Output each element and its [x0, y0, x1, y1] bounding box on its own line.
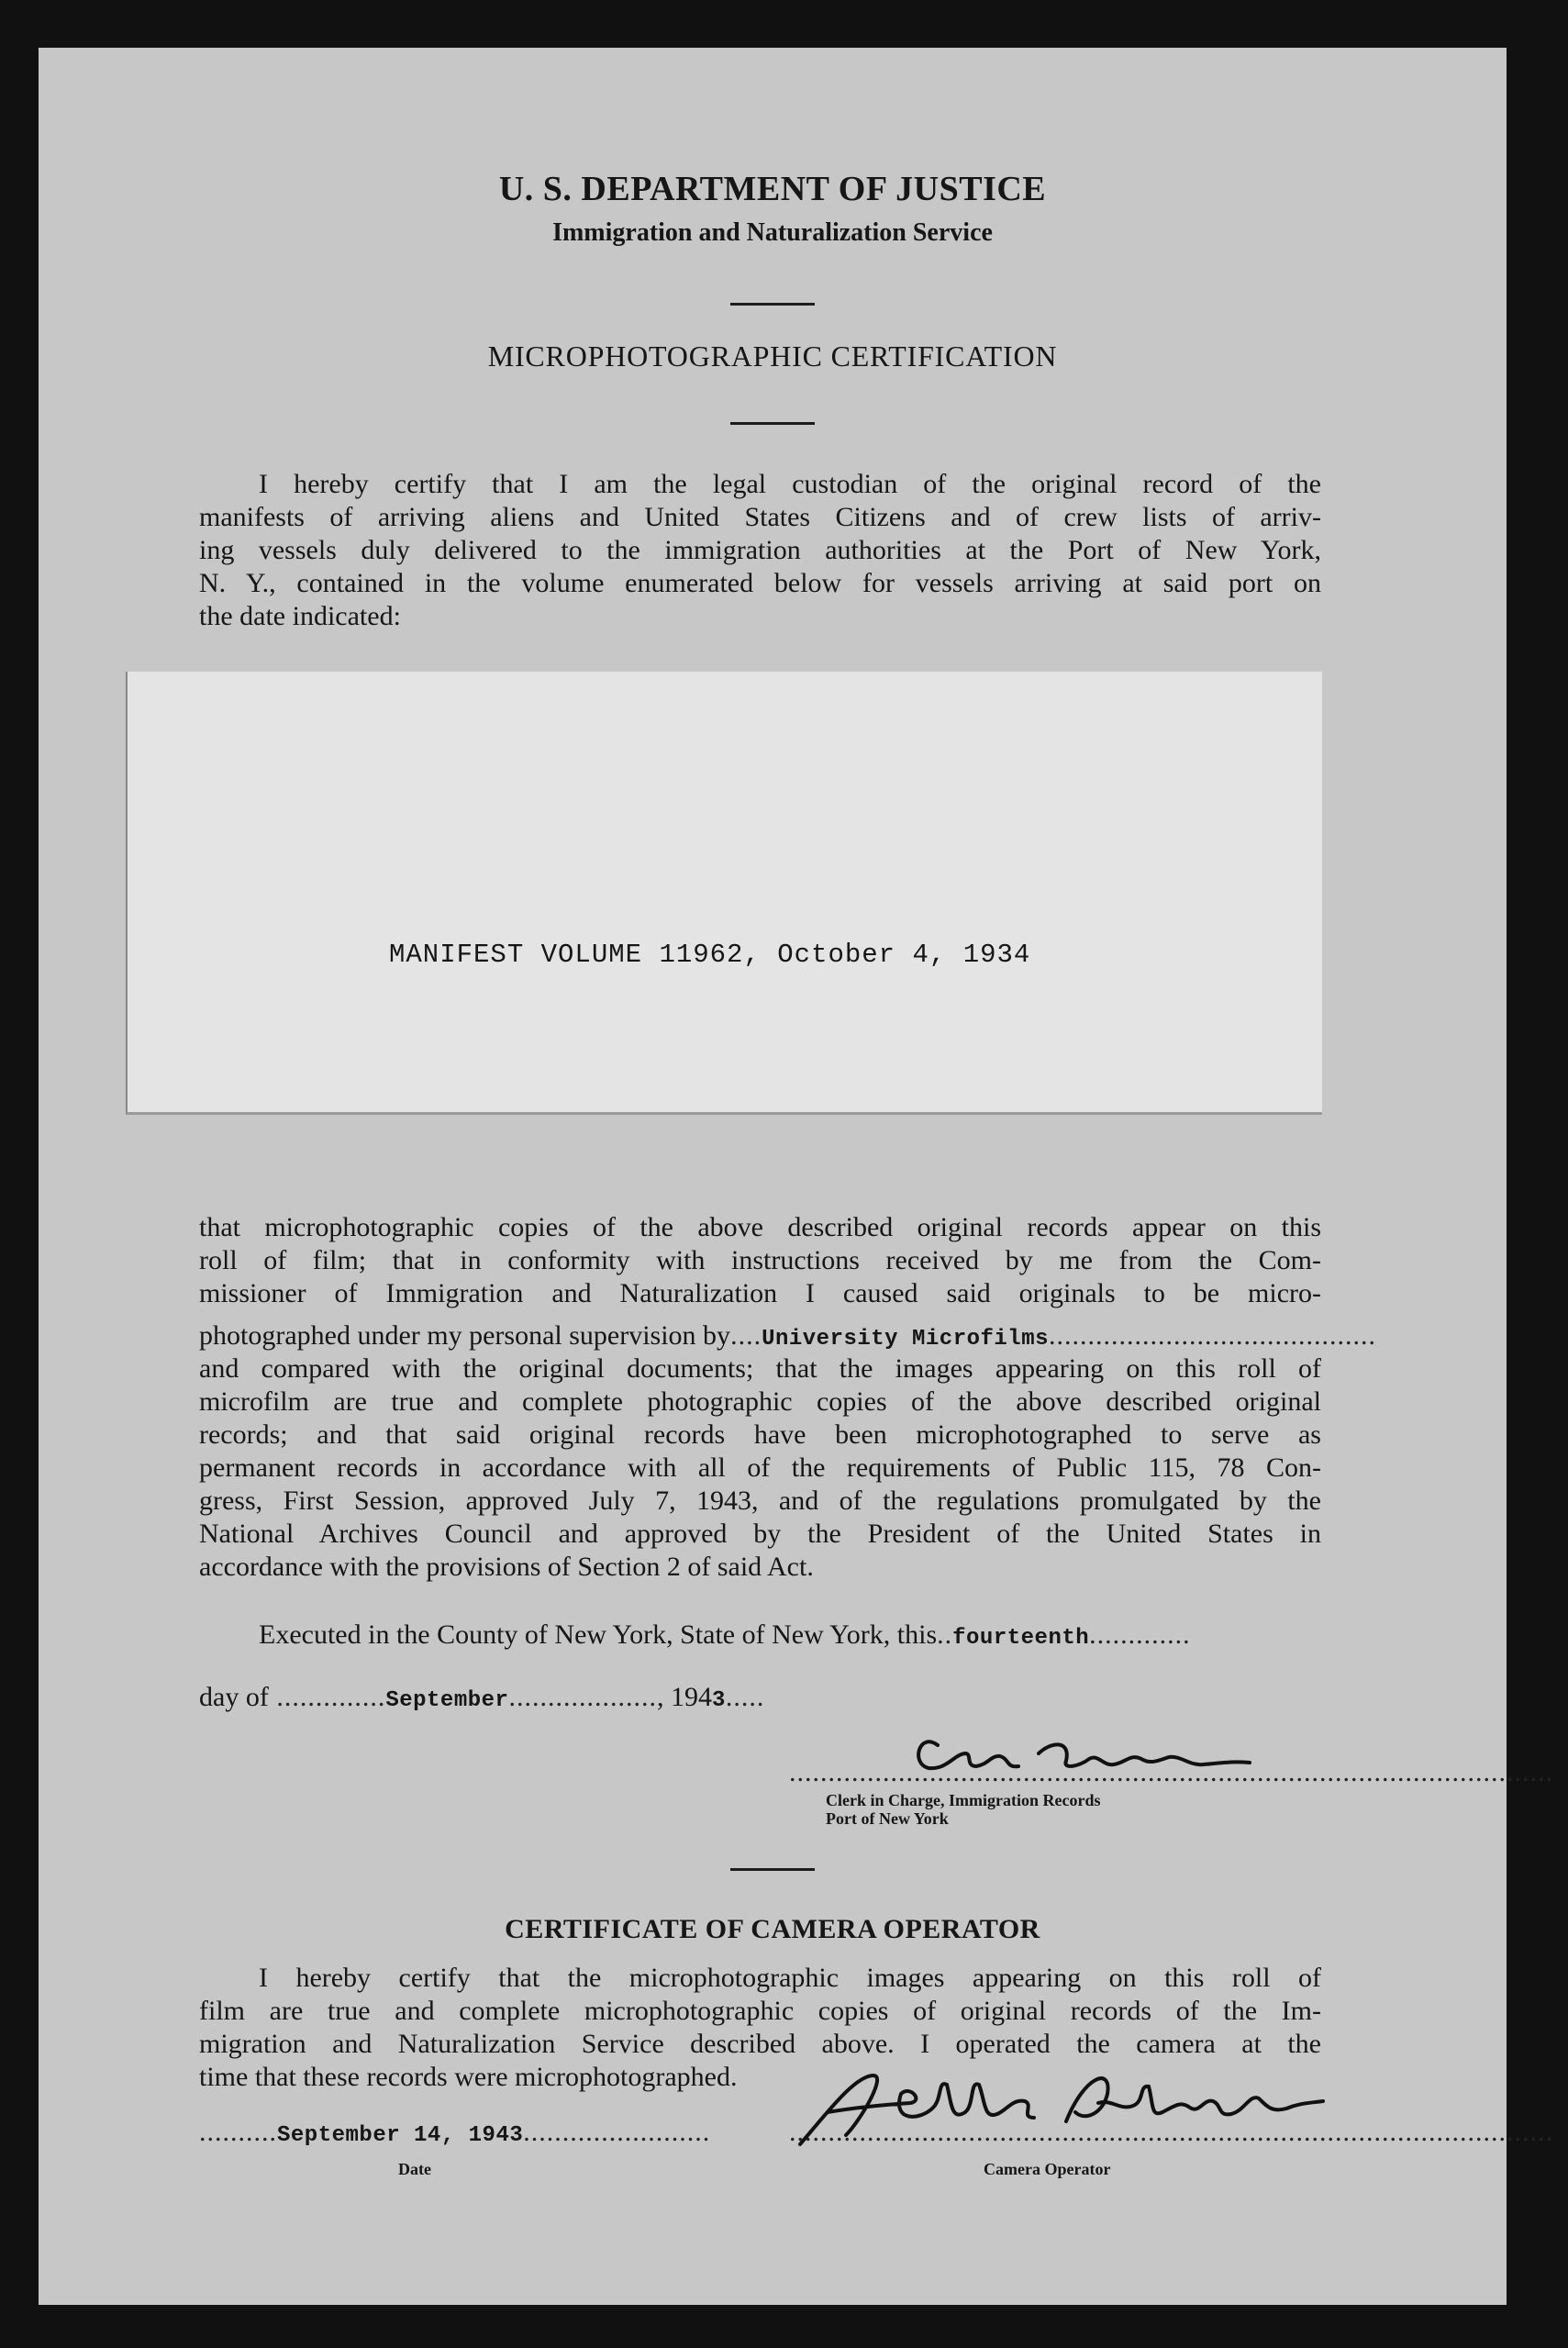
clerk-signature-line: ..................................................................................................	[789, 1757, 1553, 1787]
dot-leader: ..............	[268, 1682, 386, 1712]
camera-line: I hereby certify that the microphotographic images appearing on this roll of	[259, 1963, 1321, 1993]
clerk-title: Clerk in Charge, Immigration Records	[826, 1791, 1101, 1809]
filled-camera-date: September 14, 1943	[277, 2123, 524, 2148]
intro-line: ing vessels duly delivered to the immigration authorities at the Port of New York,	[199, 535, 1321, 565]
body-line: and compared with the original documents; that the images appearing on this roll of	[199, 1353, 1321, 1384]
dot-leader: ...................	[508, 1682, 657, 1712]
intro-line: N. Y., contained in the volume enumerated below for vessels arriving at said port on	[199, 568, 1321, 598]
dot-leader: .....	[725, 1682, 765, 1712]
executed-prefix: Executed in the County of New York, State of New York, this	[259, 1619, 938, 1650]
manifest-card	[126, 672, 1322, 1115]
date-label: Date	[398, 2160, 431, 2178]
day-of-label: day of	[199, 1682, 269, 1712]
body-line: microfilm are true and complete photographic copies of the above described original	[199, 1386, 1321, 1417]
document-page	[39, 48, 1553, 2305]
camera-line: film are true and complete microphotographic copies of original records of the Im-	[199, 1996, 1321, 2026]
clerk-port: Port of New York	[826, 1809, 949, 1828]
intro-line: the date indicated:	[199, 601, 401, 631]
intro-line: I hereby certify that I am the legal custodian of the original record of the	[259, 469, 1321, 499]
body-line: accordance with the provisions of Section 2 of said Act.	[199, 1552, 814, 1582]
dot-leader: .............	[1089, 1619, 1191, 1650]
filled-year-digit: 3	[711, 1688, 726, 1713]
filled-organization: University Microfilms	[762, 1327, 1050, 1352]
year-prefix: , 194	[656, 1682, 712, 1712]
executed-line	[259, 1619, 1321, 1655]
body-line: permanent records in accordance with all of the requirements of Public 115, 78 Con-	[199, 1452, 1321, 1483]
supervision-prefix: photographed under my personal supervision by	[199, 1320, 731, 1351]
body-line: gress, First Session, approved July 7, 1943, and of the regulations promulgated by the	[199, 1486, 1321, 1516]
camera-operator-signature-line: ..................................................................................................	[789, 2117, 1553, 2147]
service-subtitle: Immigration and Naturalization Service	[552, 218, 993, 247]
filled-month: September	[385, 1688, 509, 1713]
date-of-line	[199, 1681, 764, 1718]
dot-leader: ........................	[523, 2117, 711, 2147]
dot-leader: ..........	[199, 2117, 277, 2147]
certification-title: MICROPHOTOGRAPHIC CERTIFICATION	[487, 339, 1058, 373]
body-line: roll of film; that in conformity with instructions received by me from the Com-	[199, 1245, 1321, 1275]
manifest-volume-text: MANIFEST VOLUME 11962, October 4, 1934	[389, 940, 1031, 970]
supervision-line	[199, 1319, 1377, 1356]
camera-operator-signature	[773, 2057, 1553, 2167]
dot-leader: ....	[730, 1320, 762, 1351]
filled-day: fourteenth	[952, 1626, 1090, 1651]
divider	[730, 1868, 815, 1871]
camera-operator-label: Camera Operator	[984, 2160, 1111, 2178]
dot-leader: ..	[937, 1619, 953, 1650]
body-line: records; and that said original records have been microphotographed to serve as	[199, 1419, 1321, 1450]
body-line: National Archives Council and approved by the President of the United States in	[199, 1519, 1321, 1549]
divider	[730, 422, 815, 425]
body-line: that microphotographic copies of the above described original records appear on this	[199, 1212, 1321, 1242]
camera-line: migration and Naturalization Service described above. I operated the camera at the	[199, 2029, 1321, 2059]
camera-operator-title: CERTIFICATE OF CAMERA OPERATOR	[505, 1914, 1040, 1944]
divider	[730, 303, 815, 306]
intro-line: manifests of arriving aliens and United States Citizens and of crew lists of arriv-	[199, 502, 1321, 532]
dot-leader: ..........................................	[1049, 1320, 1377, 1351]
body-line: missioner of Immigration and Naturalization I caused said originals to be micro-	[199, 1278, 1321, 1308]
camera-date-line	[199, 2116, 711, 2153]
camera-line: time that these records were microphotographed.	[199, 2062, 738, 2092]
department-title: U. S. DEPARTMENT OF JUSTICE	[498, 170, 1047, 208]
